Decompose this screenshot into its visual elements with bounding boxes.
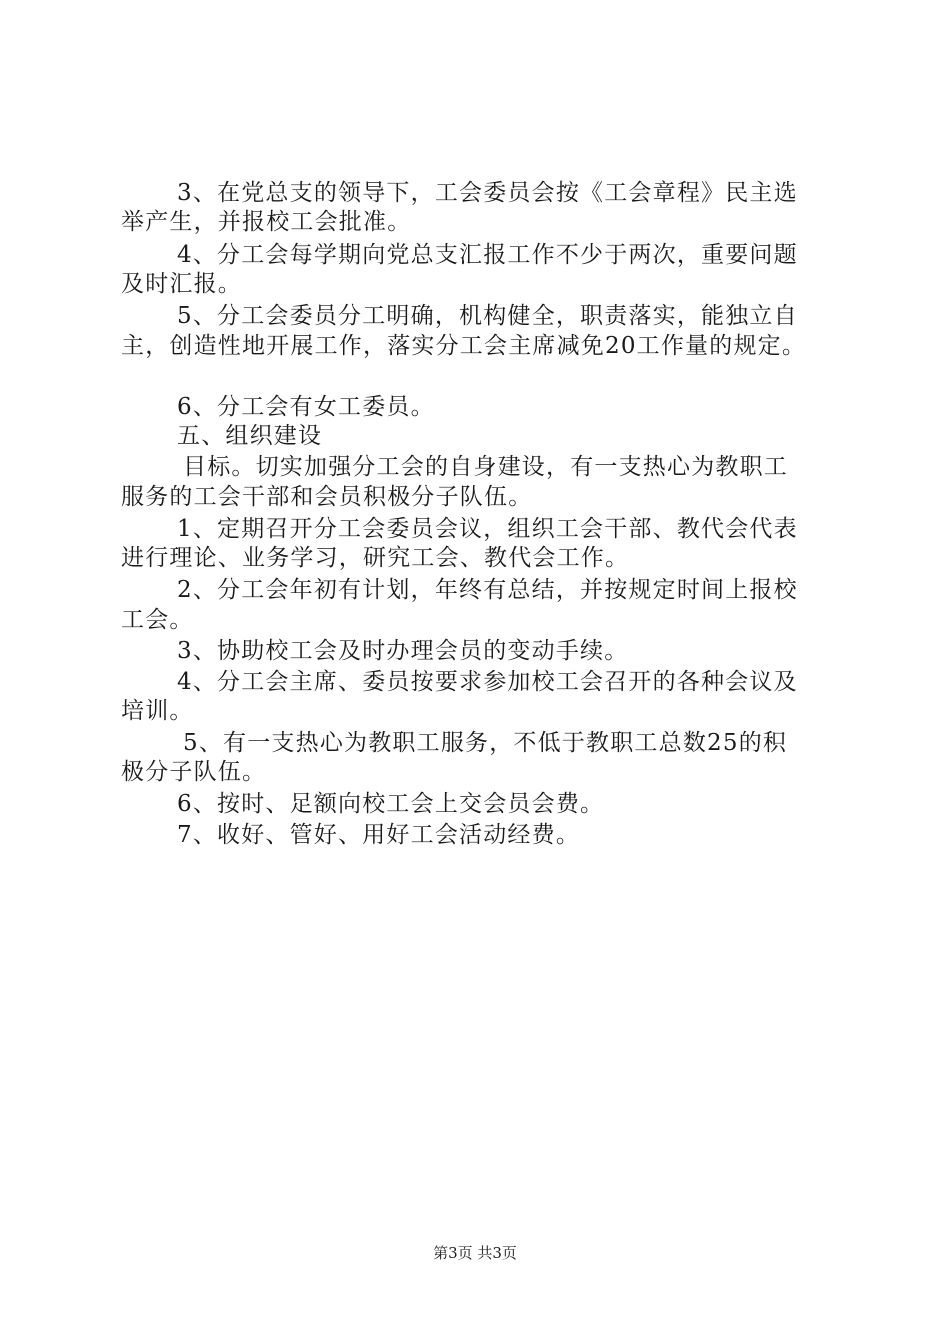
paragraph-line: 主，创造性地开展工作，落实分工会主席减免20工作量的规定。 [121,333,807,359]
paragraph-line: 6、按时、足额向校工会上交会员会费。 [177,791,605,817]
paragraph-line: 2、分工会年初有计划，年终有总结，并按规定时间上报校 [177,577,798,603]
paragraph-line: 进行理论、业务学习，研究工会、教代会工作。 [121,545,630,571]
paragraph-line: 4、分工会主席、委员按要求参加校工会召开的各种会议及 [177,669,798,695]
paragraph-line: 5、有一支热心为教职工服务，不低于教职工总数25的积 [183,730,788,756]
paragraph-line: 7、收好、管好、用好工会活动经费。 [177,822,581,848]
paragraph-line: 6、分工会有女工委员。 [177,394,435,420]
paragraph-line: 培训。 [121,698,194,724]
paragraph-line: 服务的工会干部和会员积极分子队伍。 [121,484,533,510]
paragraph-line: 举产生，并报校工会批准。 [121,209,412,235]
paragraph-line: 工会。 [121,607,194,633]
paragraph-line: 及时汇报。 [121,271,242,297]
paragraph-line: 5、分工会委员分工明确，机构健全，职责落实，能独立自 [177,303,798,329]
paragraph-line: 极分子队伍。 [121,759,267,785]
paragraph-line: 3、协助校工会及时办理会员的变动手续。 [177,638,629,664]
paragraph-line: 3、在党总支的领导下，工会委员会按《工会章程》民主选 [177,180,798,206]
paragraph-line: 1、定期召开分工会委员会议，组织工会干部、教代会代表 [177,516,798,542]
paragraph-line: 目标。切实加强分工会的自身建设，有一支热心为教职工 [183,454,788,480]
page-footer: 第3页 共3页 [433,1244,517,1262]
paragraph-line: 4、分工会每学期向党总支汇报工作不少于两次，重要问题 [177,242,798,268]
section-heading: 五、组织建设 [177,423,323,449]
